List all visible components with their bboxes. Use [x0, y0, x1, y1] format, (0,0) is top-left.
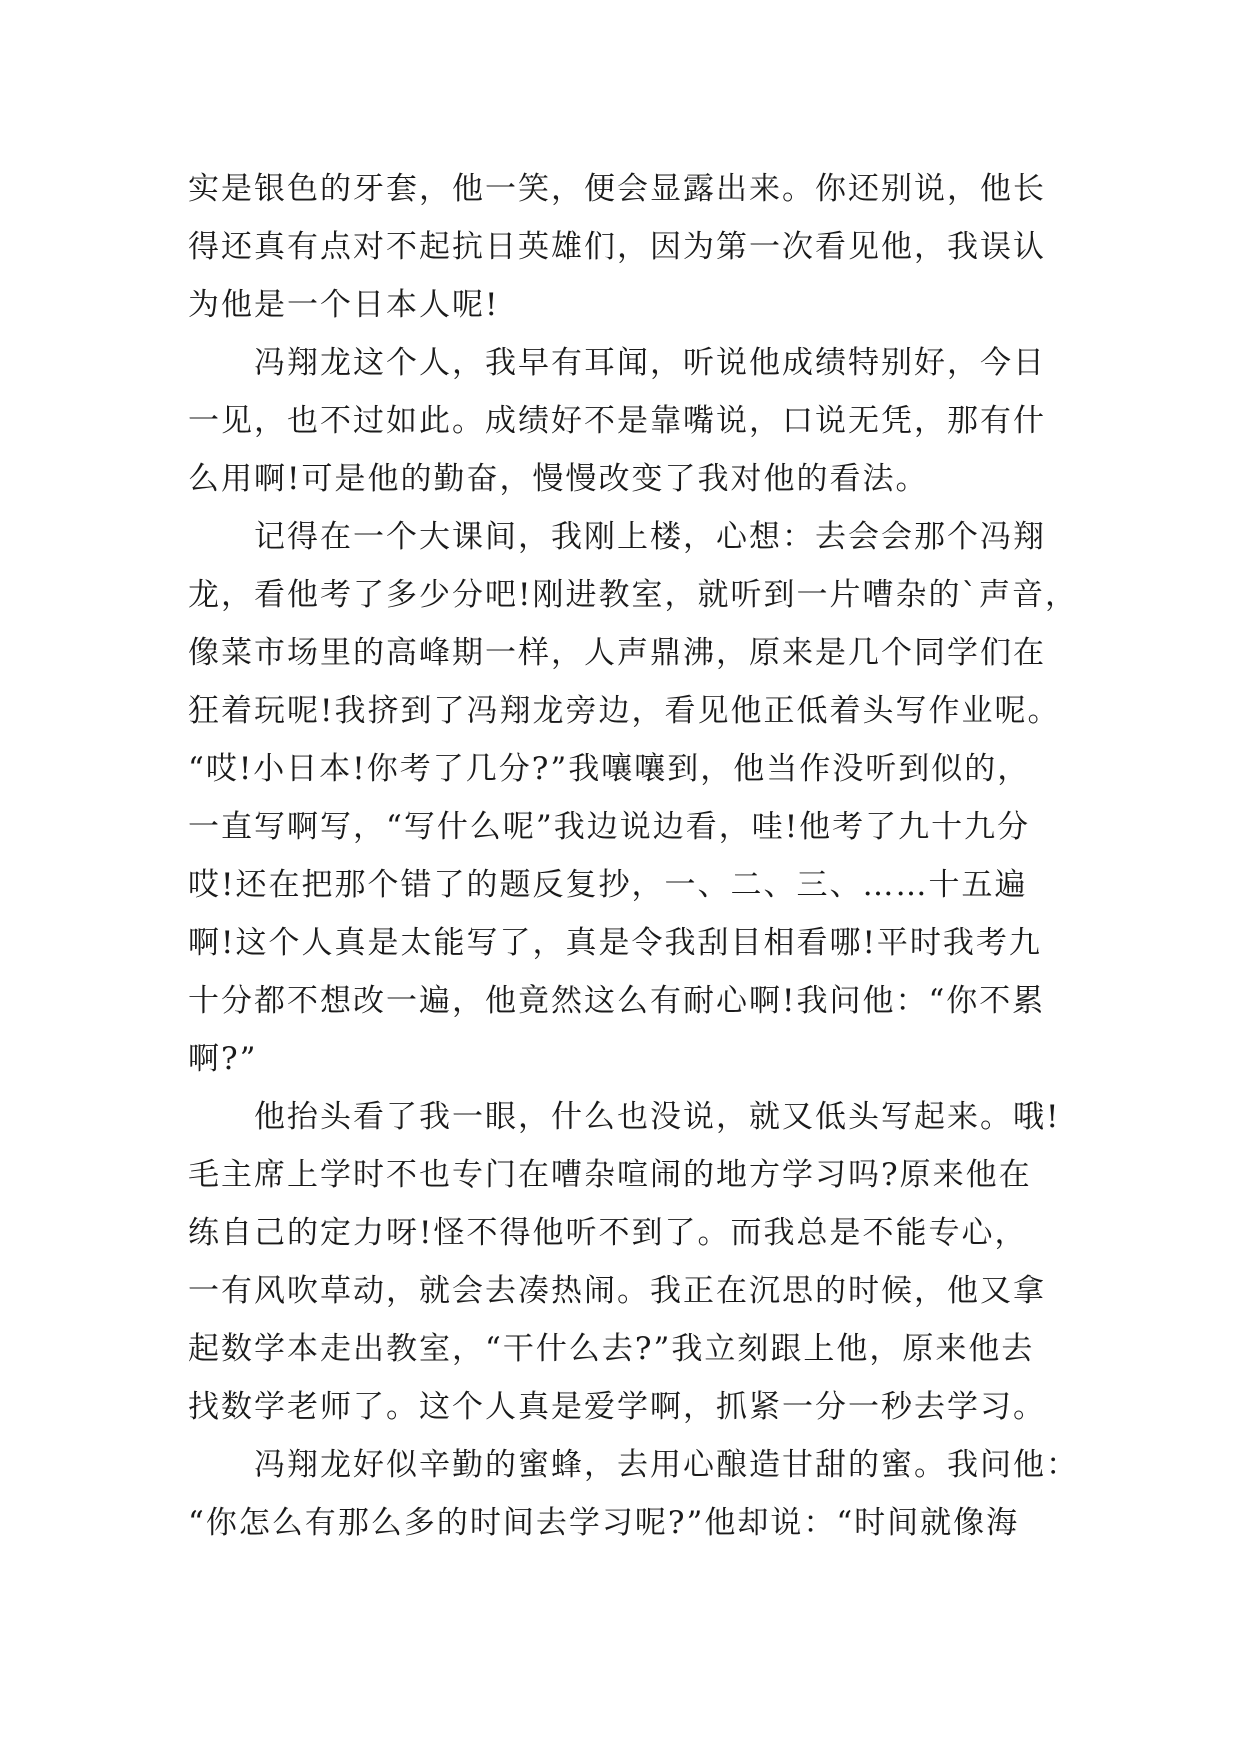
text-line: 一直写啊写，“写什么呢”我边说边看，哇!他考了九十九分: [188, 809, 1031, 845]
paragraph-first-line: 记得在一个大课间，我刚上楼，心想：去会会那个冯翔: [254, 519, 1046, 555]
paragraph-first-line: 冯翔龙这个人，我早有耳闻，听说他成绩特别好，今日: [254, 345, 1046, 381]
text-line: “你怎么有那么多的时间去学习呢?”他却说：“时间就像海: [188, 1505, 1020, 1541]
paragraph-first-line: 冯翔龙好似辛勤的蜜蜂，去用心酿造甘甜的蜜。我问他：: [254, 1447, 1079, 1483]
text-line: 练自己的定力呀!怪不得他听不到了。而我总是不能专心，: [188, 1215, 1028, 1251]
text-line: 啊!这个人真是太能写了，真是令我刮目相看哪!平时我考九: [188, 925, 1042, 961]
paragraph-first-line: 他抬头看了我一眼，什么也没说，就又低头写起来。哦!: [254, 1099, 1061, 1135]
text-line: 啊?”: [188, 1041, 258, 1077]
text-line: 龙，看他考了多少分吧!刚进教室，就听到一片嘈杂的`声音，: [188, 577, 1078, 613]
text-line: 像菜市场里的高峰期一样，人声鼎沸，原来是几个同学们在: [188, 635, 1046, 671]
text-line: 一见，也不过如此。成绩好不是靠嘴说，口说无凭，那有什: [188, 403, 1046, 439]
text-line: 么用啊!可是他的勤奋，慢慢改变了我对他的看法。: [188, 461, 929, 497]
text-line: 十分都不想改一遍，他竟然这么有耐心啊!我问他：“你不累: [188, 983, 1046, 1019]
body-text: [188, 160, 1079, 1552]
text-line: 得还真有点对不起抗日英雄们，因为第一次看见他，我误认: [188, 229, 1046, 265]
text-line: 起数学本走出教室，“干什么去?”我立刻跟上他，原来他去: [188, 1331, 1035, 1367]
text-line: 为他是一个日本人呢!: [188, 287, 500, 323]
text-line: 找数学老师了。这个人真是爱学啊，抓紧一分一秒去学习。: [188, 1389, 1046, 1425]
text-line: 毛主席上学时不也专门在嘈杂喧闹的地方学习吗?原来他在: [188, 1157, 1032, 1193]
text-line: 实是银色的牙套，他一笑，便会显露出来。你还别说，他长: [188, 171, 1046, 207]
text-line: “哎!小日本!你考了几分?”我嚷嚷到，他当作没听到似的，: [188, 751, 1031, 787]
text-line: 一有风吹草动，就会去凑热闹。我正在沉思的时候，他又拿: [188, 1273, 1046, 1309]
text-line: 哎!还在把那个错了的题反复抄，一、二、三、……十五遍: [188, 867, 1028, 903]
text-line: 狂着玩呢!我挤到了冯翔龙旁边，看见他正低着头写作业呢。: [188, 693, 1061, 729]
